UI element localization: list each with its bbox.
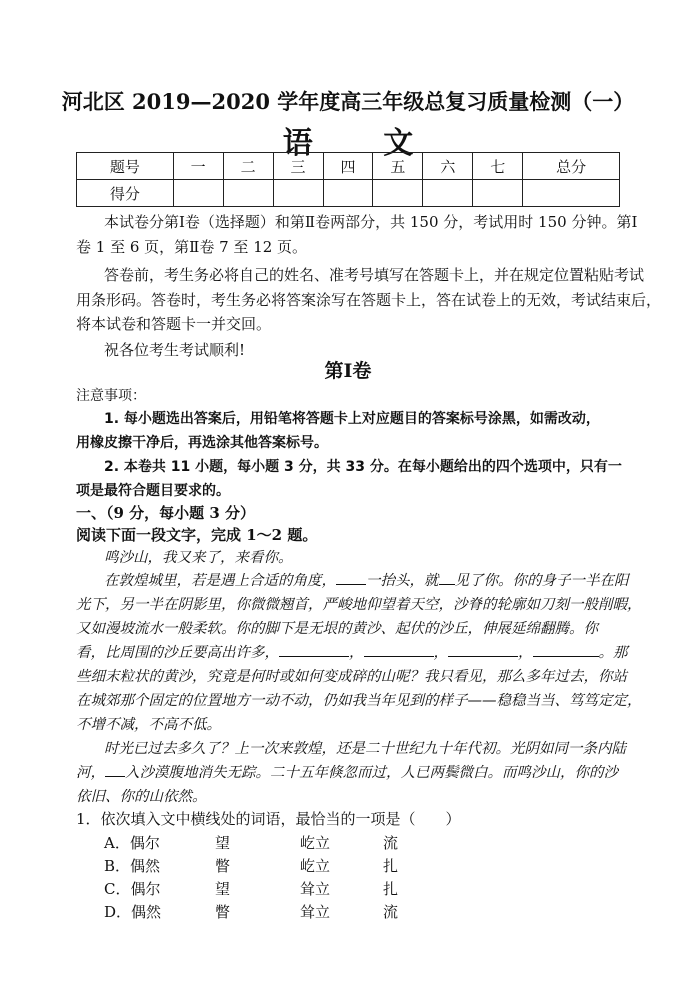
passage-line: 时光已过去多久了？上一次来敦煌，还是二十世纪九十年代初。光阴如同一条内陆 — [104, 741, 626, 757]
passage-line: 在城郊那个固定的位置地方一动不动，仍如我当年见到的样子——稳稳当当、笃笃定定， — [76, 693, 642, 709]
passage-line: 光下，另一半在阴影里，你微微翘首，严峻地仰望着天空，沙脊的轮廓如刀刻一般削暇， — [76, 597, 642, 613]
option-word: C．偶尔 — [104, 880, 161, 898]
table-cell: 六 — [423, 153, 473, 180]
intro-line: 将本试卷和答题卡一并交回。 — [76, 315, 272, 333]
intro-line: 用条形码。答卷时，考生务必将答案涂写在答题卡上，答在试卷上的无效，考试结束后， — [76, 291, 662, 309]
table-cell: 一 — [173, 153, 223, 180]
intro-line: 答卷前，考生务必将自己的姓名、准考号填写在答题卡上，并在规定位置粘贴考试 — [104, 266, 645, 284]
question-stem: 1．依次填入文中横线处的词语，最恰当的一项是（ ） — [76, 810, 461, 828]
table-cell — [373, 180, 423, 207]
passage-line: 不增不减，不高不低。 — [76, 717, 221, 733]
table-cell: 二 — [223, 153, 273, 180]
table-cell: 总分 — [523, 153, 620, 180]
notice-line: 2. 本卷共 11 小题，每小题 3 分，共 33 分。在每小题给出的四个选项中，只有一 — [104, 459, 622, 475]
option-word: 扎 — [383, 857, 399, 875]
notice-heading: 注意事项： — [76, 388, 146, 404]
table-cell — [523, 180, 620, 207]
option-word: 屹立 — [300, 857, 331, 875]
table-cell — [223, 180, 273, 207]
passage-text: 。那 — [598, 645, 628, 661]
answer-blank — [448, 642, 518, 657]
table-cell — [423, 180, 473, 207]
table-cell — [323, 180, 373, 207]
table-cell — [273, 180, 323, 207]
passage-line: 看，比周围的沙丘要高出许多， ， ， ， 。那 — [76, 641, 628, 662]
exam-title: 河北区 2019—2020 学年度高三年级总复习质量检测（一） — [61, 89, 635, 114]
subject-title: 语 文 — [282, 126, 444, 161]
passage-line: 些细末粒状的黄沙，究竟是何时或如何变成碎的山呢？我只看见，那么多年过去，你站 — [76, 669, 627, 685]
table-cell — [173, 180, 223, 207]
passage-text: 一抬头，就 — [366, 573, 439, 589]
section-heading: 一、（9 分，每小题 3 分） — [76, 504, 256, 522]
option-word: 瞥 — [215, 857, 231, 875]
passage-line: 鸣沙山，我又来了，来看你。 — [104, 550, 293, 566]
volume-title: 第Ⅰ卷 — [324, 360, 372, 382]
option-word: D．偶然 — [104, 903, 162, 921]
table-cell: 题号 — [77, 153, 174, 180]
intro-line: 本试卷分第Ⅰ卷（选择题）和第Ⅱ卷两部分，共 150 分，考试用时 150 分钟。第Ⅰ — [104, 213, 638, 231]
table-cell: 三 — [273, 153, 323, 180]
table-cell: 得分 — [77, 180, 174, 207]
option-word: 望 — [215, 834, 231, 852]
option-word: 耸立 — [300, 903, 331, 921]
passage-line — [76, 761, 618, 782]
answer-blank — [439, 570, 455, 585]
notice-line: 项是最符合题目要求的。 — [76, 483, 230, 499]
option-word: 流 — [383, 834, 399, 852]
option-word: 扎 — [383, 880, 399, 898]
option-word: 屹立 — [300, 834, 331, 852]
option-word: 流 — [383, 903, 399, 921]
score-table — [76, 152, 620, 207]
score-table-score-row — [77, 180, 620, 207]
answer-blank — [533, 642, 599, 657]
answer-blank — [364, 642, 434, 657]
table-cell — [473, 180, 523, 207]
passage-text: 见了你。你的身子一半在阳 — [454, 573, 629, 589]
answer-blank — [105, 762, 125, 777]
notice-line: 用橡皮擦干净后，再选涂其他答案标号。 — [76, 435, 328, 451]
answer-blank — [279, 642, 349, 657]
passage-text: 河， — [76, 765, 105, 781]
passage-line: 又如漫坡流水一般柔软。你的脚下是无垠的黄沙、起伏的沙丘，伸展延绵翻腾。你 — [76, 621, 598, 637]
passage-line: 依旧、你的山依然。 — [76, 789, 207, 805]
option-word: 耸立 — [300, 880, 331, 898]
option-word: B．偶然 — [104, 857, 161, 875]
option-word: 望 — [215, 880, 231, 898]
passage-text: 在敦煌城里，若是遇上合适的角度， — [104, 573, 336, 589]
intro-line: 卷 1 至 6 页，第Ⅱ卷 7 至 12 页。 — [76, 238, 308, 256]
passage-line — [104, 569, 629, 590]
passage-text: 入沙漠腹地消失无踪。二十五年倏忽而过，人已两鬓微白。而鸣沙山，你的沙 — [125, 765, 618, 781]
option-word: 瞥 — [215, 903, 231, 921]
table-cell: 五 — [373, 153, 423, 180]
option-word: A．偶尔 — [104, 834, 160, 852]
score-table-header-row — [77, 153, 620, 180]
notice-line: 1. 每小题选出答案后，用铅笔将答题卡上对应题目的答案标号涂黑，如需改动， — [104, 411, 600, 427]
table-cell: 七 — [473, 153, 523, 180]
table-cell: 四 — [323, 153, 373, 180]
section-instruction: 阅读下面一段文字，完成 1～2 题。 — [76, 526, 318, 544]
intro-wish: 祝各位考生考试顺利! — [104, 341, 246, 359]
passage-text: 看，比周围的沙丘要高出许多， — [76, 645, 279, 661]
answer-blank — [336, 570, 366, 585]
